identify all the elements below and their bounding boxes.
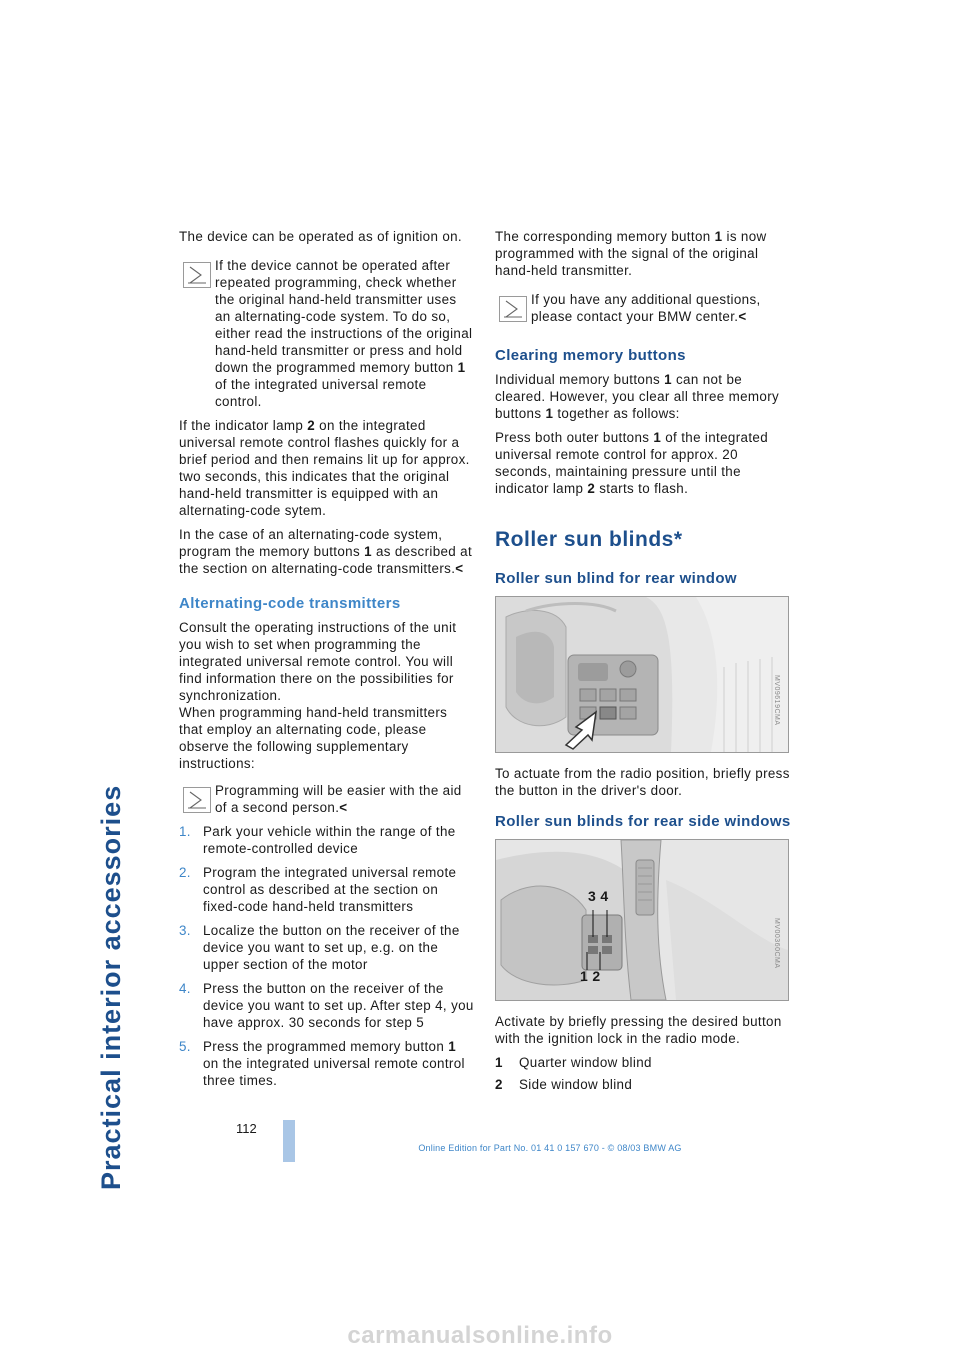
ref-number: 1 xyxy=(457,360,466,375)
legend-text: Side window blind xyxy=(519,1077,633,1092)
legend-number: 1 xyxy=(495,1055,503,1070)
step-number: 5. xyxy=(179,1039,191,1054)
door-switch-illustration xyxy=(496,840,788,1000)
step-text: Press the programmed memory button xyxy=(203,1039,449,1054)
paragraph-text: is now programmed with the signal of the original hand-held transmitter. xyxy=(495,229,767,278)
list-item xyxy=(179,823,474,857)
legend-text: Quarter window blind xyxy=(519,1055,652,1070)
figure-side-window-switch xyxy=(495,839,789,1001)
paragraph: When programming hand-held transmitters that employ an alternating code, please observe the following supplementary instructions: xyxy=(179,705,448,771)
paragraph xyxy=(495,429,795,497)
step-text: Program the integrated universal remote control as described at the section on fixed-code hand-held transmitters xyxy=(203,865,457,914)
note-end-marker: < xyxy=(339,800,348,815)
paragraph xyxy=(179,417,474,519)
figure-rear-window-switch xyxy=(495,596,789,753)
paragraph-text: Press both outer buttons xyxy=(495,430,654,445)
ref-number: 1 xyxy=(545,406,554,421)
legend-item xyxy=(495,1054,795,1071)
steps-list xyxy=(179,823,474,1089)
note-end-marker: < xyxy=(738,309,747,324)
door-panel-illustration xyxy=(496,597,788,752)
note-block xyxy=(179,257,474,410)
step-text: Localize the button on the receiver of the device you want to set up, e.g. on the upper section of the motor xyxy=(203,923,460,972)
list-item xyxy=(179,922,474,973)
step-number: 3. xyxy=(179,923,191,938)
note-arrow-icon xyxy=(499,296,527,322)
note-text: In the case of an alternating-code system, program the memory buttons xyxy=(179,527,443,559)
footer xyxy=(0,1143,960,1153)
ref-number: 2 xyxy=(587,481,596,496)
ref-number: 1 xyxy=(653,430,662,445)
subsection-heading: Clearing memory buttons xyxy=(495,347,686,364)
section-heading: Roller sun blinds* xyxy=(495,528,683,551)
paragraph xyxy=(495,371,795,422)
page-edge-bar xyxy=(283,1120,295,1162)
list-item xyxy=(179,864,474,915)
watermark: carmanualsonline.info xyxy=(347,1322,613,1349)
right-column xyxy=(495,228,795,1098)
legend-item xyxy=(495,1076,795,1093)
note-arrow-icon xyxy=(183,787,211,813)
figure-code: MV00360CMA xyxy=(773,918,780,969)
paragraph-text: together as follows: xyxy=(553,406,680,421)
paragraph: To actuate from the radio position, briefly press the button in the driver's door. xyxy=(495,766,790,798)
legend-number: 2 xyxy=(495,1077,503,1092)
paragraph: Consult the operating instructions of the unit you wish to set when programming the integrated universal remote control. You will find information there on the possibilities for synchronization. xyxy=(179,620,457,703)
paragraph-text: The corresponding memory button xyxy=(495,229,715,244)
left-column xyxy=(179,228,474,1096)
note-text: If the device cannot be operated after repeated programming, check whether the original hand-held transmitter uses an alternating-code system. To do so, either read the instructions of the original hand-held transmitter or press and hold down the programmed memory button xyxy=(215,258,473,375)
paragraph-text: can not be cleared. However, you clear all three memory buttons xyxy=(495,372,780,421)
note-text: on the integrated universal remote control flashes quickly for a brief period and then remains lit up for approx. two seconds, this indicates that the original hand-held transmitter is equipped with an alternating-code sytem. xyxy=(179,418,470,518)
ref-number: 1 xyxy=(448,1039,457,1054)
page-number: 112 xyxy=(236,1121,257,1136)
paragraph-text: starts to flash. xyxy=(595,481,689,496)
paragraph: The device can be operated as of ignition on. xyxy=(179,229,463,244)
paragraph xyxy=(495,228,795,279)
note-block xyxy=(495,291,795,325)
ref-number: 1 xyxy=(664,372,672,387)
paragraph-text: Individual memory buttons xyxy=(495,372,665,387)
step-text: Park your vehicle within the range of the remote-controlled device xyxy=(203,824,456,856)
note-text: If the indicator lamp xyxy=(179,418,308,433)
paragraph: Activate by briefly pressing the desired button with the ignition lock in the radio mode. xyxy=(495,1014,782,1046)
note-text: Programming will be easier with the aid of a second person. xyxy=(215,783,462,815)
figure-code: MV09619CMA xyxy=(773,675,780,726)
ref-number: 1 xyxy=(714,229,723,244)
paragraph xyxy=(179,526,474,577)
note-end-marker: < xyxy=(455,561,464,576)
step-number: 4. xyxy=(179,981,191,996)
footer-text: Online Edition for Part No. 01 41 0 157 670 - © 08/03 BMW AG xyxy=(418,1143,682,1153)
subsection-heading: Alternating-code transmitters xyxy=(179,595,401,612)
step-text: on the integrated universal remote control three times. xyxy=(203,1056,465,1088)
subsection-heading: Roller sun blind for rear window xyxy=(495,570,737,587)
note-text: as described at the section on alternating-code transmitters. xyxy=(179,544,473,576)
subsection-heading: Roller sun blinds for rear side windows xyxy=(495,813,791,830)
list-item xyxy=(179,1038,474,1089)
paragraph-text: of the integrated universal remote control for approx. 20 seconds, maintaining pressure until the indicator lamp xyxy=(495,430,768,496)
step-number: 1. xyxy=(179,824,191,839)
note-arrow-icon xyxy=(183,262,211,288)
note-text: If you have any additional questions, please contact your BMW center. xyxy=(531,292,761,324)
callout-bottom-labels: 1 2 xyxy=(580,968,601,984)
step-text: Press the button on the receiver of the device you want to set up. After step 4, you have approx. 30 seconds for step 5 xyxy=(203,981,474,1030)
side-chapter-title: Practical interior accessories xyxy=(96,784,126,1190)
note-text: of the integrated universal remote control. xyxy=(215,377,427,409)
ref-number: 2 xyxy=(307,418,316,433)
callout-top-labels: 3 4 xyxy=(588,888,609,904)
step-number: 2. xyxy=(179,865,191,880)
ref-number: 1 xyxy=(364,544,372,559)
note-block xyxy=(179,782,474,816)
list-item xyxy=(179,980,474,1031)
